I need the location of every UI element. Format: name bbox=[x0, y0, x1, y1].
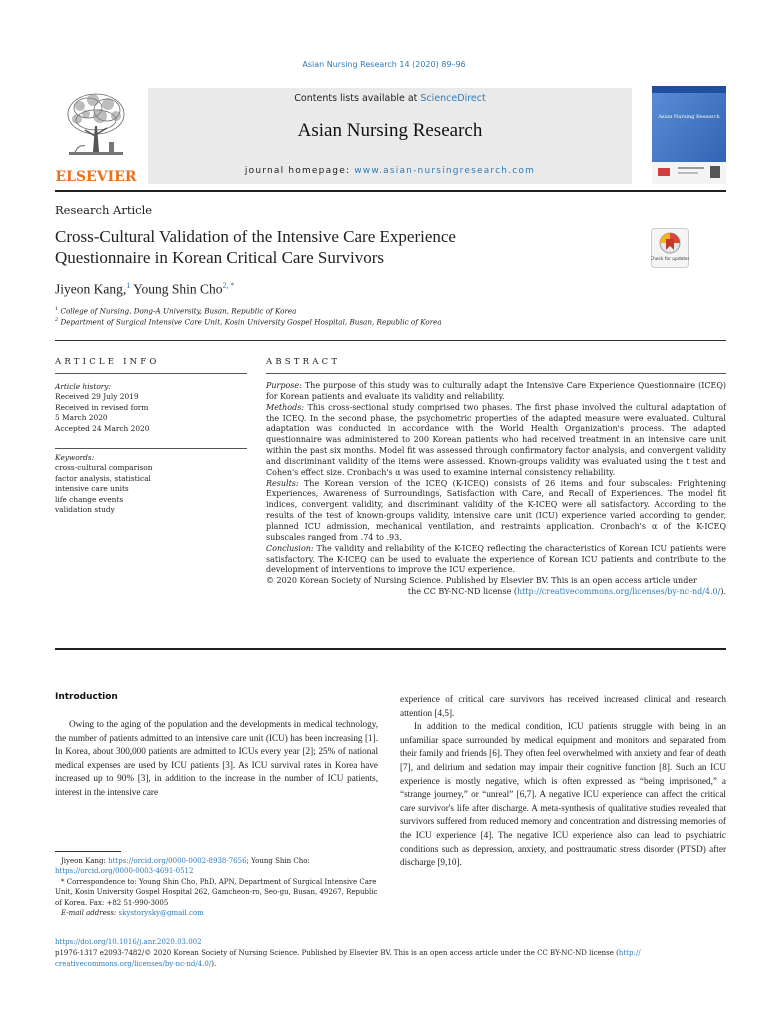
history-item: 5 March 2020 bbox=[55, 413, 108, 423]
elsevier-logo[interactable] bbox=[55, 86, 137, 184]
keywords bbox=[55, 453, 247, 515]
abstract-copyright: © 2020 Korean Society of Nursing Science. Published by Elsevier BV. This is an open access article under bbox=[266, 576, 697, 586]
crossmark-label: Check for updates bbox=[651, 257, 689, 262]
homepage-prefix: journal homepage: bbox=[244, 166, 355, 176]
abstract-results bbox=[266, 479, 726, 544]
body-column-right bbox=[400, 693, 726, 870]
introduction-heading: Introduction bbox=[55, 692, 118, 702]
footer-license-link-b[interactable]: creativecommons.org/licenses/by-nc-nd/4.0/ bbox=[55, 960, 212, 968]
history-item: Received in revised form bbox=[55, 402, 149, 412]
body-paragraph: Owing to the aging of the population and the developments in medical technology, the number of patients admitted to an intensive care unit (ICU) has been increasing [1]. In Korea, about 300,000 patients are admitted to ICUs every year [2]; 25% of national medical expenses are used by ICU patients [3]. As ICU survival rates in Korea have increased up to 90% [3], in addition to the increase in the number of ICU patients, interest in the intensive care bbox=[55, 719, 378, 797]
body-paragraph: In addition to the medical condition, ICU patients struggle with being in an unfamiliar space surrounded by medical equipment and monitors and separated from their family and friends [6]. They often feel overwhelmed with anxiety and fear of death [7], and delirium and sedation may impair their cognitive function [8]. Such an ICU experience is mostly negative, which is often expressed as “being imprisoned,” a “strange journey,” or “unreal” [6,7]. A negative ICU experience can affect the critical care survivor's life after discharge. A meta-synthesis of qualitative studies revealed that survivors suffered from reduced memory and concentration and distressing memories of the ICU experience [4]. The negative ICU experience also can lead to psychiatric conditions such as depression, anxiety, and posttraumatic stress disorder (PTSD) after discharge [9,10]. bbox=[400, 721, 726, 868]
keyword[interactable]: validation study bbox=[55, 505, 115, 515]
contents-prefix: Contents lists available at bbox=[294, 93, 421, 104]
article-title-line-1: Cross-Cultural Validation of the Intensive Care Experience bbox=[55, 227, 456, 246]
orcid-footnote bbox=[55, 856, 378, 877]
history-item: Accepted 24 March 2020 bbox=[55, 423, 150, 433]
crossmark-icon bbox=[651, 228, 689, 268]
check-for-updates-badge[interactable] bbox=[651, 228, 689, 268]
methods-text: This cross-sectional study comprised two phases. The first phase involved the cultural adaptation of the ICEQ. In the second phase, the psychometric properties of the adapted measure were evaluated. Cultural adaptation was conducted in accordance with the World Health Organization's process. The adapted questionnaire was administered to 200 Korean patients who had received treatment in an intensive care unit within the past six months. Model fit was assessed through confirmatory factor analysis, and convergent validity and discriminant validity of the items were assessed. Known-groups validity was evaluated using the t test and Cohen's effect size. Cronbach's α was used to examine internal consistency reliability. bbox=[266, 402, 726, 477]
abstract-methods bbox=[266, 403, 726, 479]
journal-reference[interactable]: Asian Nursing Research 14 (2020) 89–96 bbox=[302, 60, 466, 69]
issn-line bbox=[55, 948, 726, 970]
purpose-label: Purpose: bbox=[266, 381, 302, 390]
footer-license-end: ). bbox=[211, 960, 217, 968]
article-history-label: Article history: bbox=[55, 382, 111, 391]
affiliation-marker[interactable]: 1 bbox=[126, 281, 131, 290]
orcid-link-1[interactable]: https://orcid.org/0000-0002-8938-7656 bbox=[108, 857, 247, 865]
license-link[interactable]: http://creativecommons.org/licenses/by-nc-nd/4.0/ bbox=[516, 587, 721, 597]
elsevier-wordmark: ELSEVIER bbox=[55, 169, 137, 184]
abstract-rule bbox=[266, 373, 726, 374]
keywords-label: Keywords: bbox=[55, 453, 95, 462]
keyword[interactable]: cross-cultural comparison bbox=[55, 463, 153, 473]
body-paragraph: experience of critical care survivors has received increased clinical and research attention [4,5]. bbox=[400, 694, 726, 718]
elsevier-tree-icon bbox=[55, 86, 137, 184]
doi-link[interactable]: https://doi.org/10.1016/j.anr.2020.03.002 bbox=[55, 938, 202, 946]
email-link[interactable]: skystorysky@gmail.com bbox=[118, 909, 204, 918]
conclusion-text: The validity and reliability of the K-ICEQ reflecting the characteristics of Korean ICU patients were satisfactory. The K-ICEQ can be used to evaluate the experience of Korean ICU patients and contribute to the development of interventions to improve the ICU experience. bbox=[266, 543, 726, 575]
article-type: Research Article bbox=[55, 203, 153, 217]
cover-title: Asian Nursing Research bbox=[658, 114, 720, 120]
results-label: Results: bbox=[266, 478, 299, 488]
body-column-left bbox=[55, 718, 378, 800]
abstract-purpose bbox=[266, 381, 726, 403]
article-title-line-2: Questionnaire in Korean Critical Care Survivors bbox=[55, 248, 385, 267]
journal-title[interactable]: Asian Nursing Research bbox=[297, 120, 483, 141]
affiliation-number: 2 bbox=[55, 317, 59, 323]
contents-available-line bbox=[148, 93, 632, 104]
page-footer bbox=[55, 937, 726, 970]
results-text: The Korean version of the ICEQ (K-ICEQ) consists of 26 items and four subscales: Frightening Experiences, Awareness of Surroundings, Satisfaction with Care, and Recall of Experiences. The model fit indices, convergent validity, and discriminant validity of the K-ICEQ were all satisfactory. According to the results of the test of known-groups validity, intensive care unit (ICU) experience varied according to gender, planned ICU admission, mechanical ventilation, and restraints application. Cronbach's α of the K-ICEQ subscales ranged from .74 to .93. bbox=[266, 478, 726, 542]
footer-license-link-a[interactable]: http:// bbox=[618, 949, 641, 957]
correspondence-footnote: * Correspondence to: Young Shin Cho, PhD, APN, Department of Surgical Intensive Care Unit, Kosin University Gospel Hospital 262, Gamcheon-ro, Seo-gu, Busan, 49267, Republic of Korea. Fax: +82 51-990-3005 bbox=[55, 877, 378, 907]
email-label: E-mail address: bbox=[61, 909, 117, 918]
header-rule bbox=[55, 190, 726, 192]
affiliation-number: 1 bbox=[55, 306, 59, 312]
homepage-link[interactable]: www.asian-nursingresearch.com bbox=[354, 166, 536, 176]
abstract-bottom-rule bbox=[55, 648, 726, 650]
license-prefix: the CC BY-NC-ND license ( bbox=[407, 587, 517, 597]
article-history bbox=[55, 382, 247, 434]
footnote-rule bbox=[55, 851, 121, 852]
orcid-mid: ; Young Shin Cho: bbox=[246, 857, 310, 865]
journal-homepage-line bbox=[148, 166, 632, 176]
email-footnote bbox=[55, 908, 378, 918]
affiliation-marker[interactable]: 2, * bbox=[222, 281, 235, 290]
sciencedirect-link[interactable]: ScienceDirect bbox=[420, 93, 486, 104]
abstract-heading: ABSTRACT bbox=[266, 357, 341, 367]
article-info-heading: ARTICLE INFO bbox=[55, 357, 160, 367]
affiliation-text: College of Nursing, Dong-A University, Busan, Republic of Korea bbox=[60, 306, 297, 316]
section-rule bbox=[55, 340, 726, 341]
keyword[interactable]: life change events bbox=[55, 494, 124, 504]
affiliation-1 bbox=[55, 306, 296, 315]
methods-label: Methods: bbox=[266, 402, 305, 412]
abstract-body bbox=[266, 381, 726, 598]
orcid-prefix: Jiyeon Kang: bbox=[61, 857, 109, 865]
article-info-rule bbox=[55, 373, 247, 374]
keyword[interactable]: intensive care units bbox=[55, 484, 129, 494]
history-item: Received 29 July 2019 bbox=[55, 392, 139, 402]
author-name[interactable]: Young Shin Cho bbox=[133, 281, 223, 297]
license-suffix: ). bbox=[720, 587, 726, 597]
author-name[interactable]: Jiyeon Kang, bbox=[55, 281, 127, 297]
journal-cover-thumbnail[interactable] bbox=[652, 86, 726, 184]
affiliation-2 bbox=[55, 317, 442, 326]
purpose-text: The purpose of this study was to culturally adapt the Intensive Care Experience Questionnaire (ICEQ) for Korean patients and evaluate its validity and reliability. bbox=[266, 381, 726, 401]
keyword[interactable]: factor analysis, statistical bbox=[55, 473, 151, 483]
abstract-license bbox=[266, 587, 726, 598]
article-info-divider bbox=[55, 448, 247, 449]
affiliation-text: Department of Surgical Intensive Care Unit, Kosin University Gospel Hospital, Busan, Republic of Korea bbox=[60, 317, 442, 327]
footnotes bbox=[55, 856, 378, 918]
article-title bbox=[55, 226, 615, 268]
author-list bbox=[55, 281, 235, 298]
cover-image bbox=[652, 86, 726, 184]
issn-text: p1976-1317 e2093-7482/© 2020 Korean Society of Nursing Science. Published by Elsevier BV. This is an open access article under the CC BY-NC-ND license ( bbox=[55, 949, 619, 957]
conclusion-label: Conclusion: bbox=[266, 543, 314, 553]
abstract-conclusion bbox=[266, 544, 726, 577]
orcid-link-2[interactable]: https://orcid.org/0000-0003-4691-0512 bbox=[55, 867, 194, 876]
